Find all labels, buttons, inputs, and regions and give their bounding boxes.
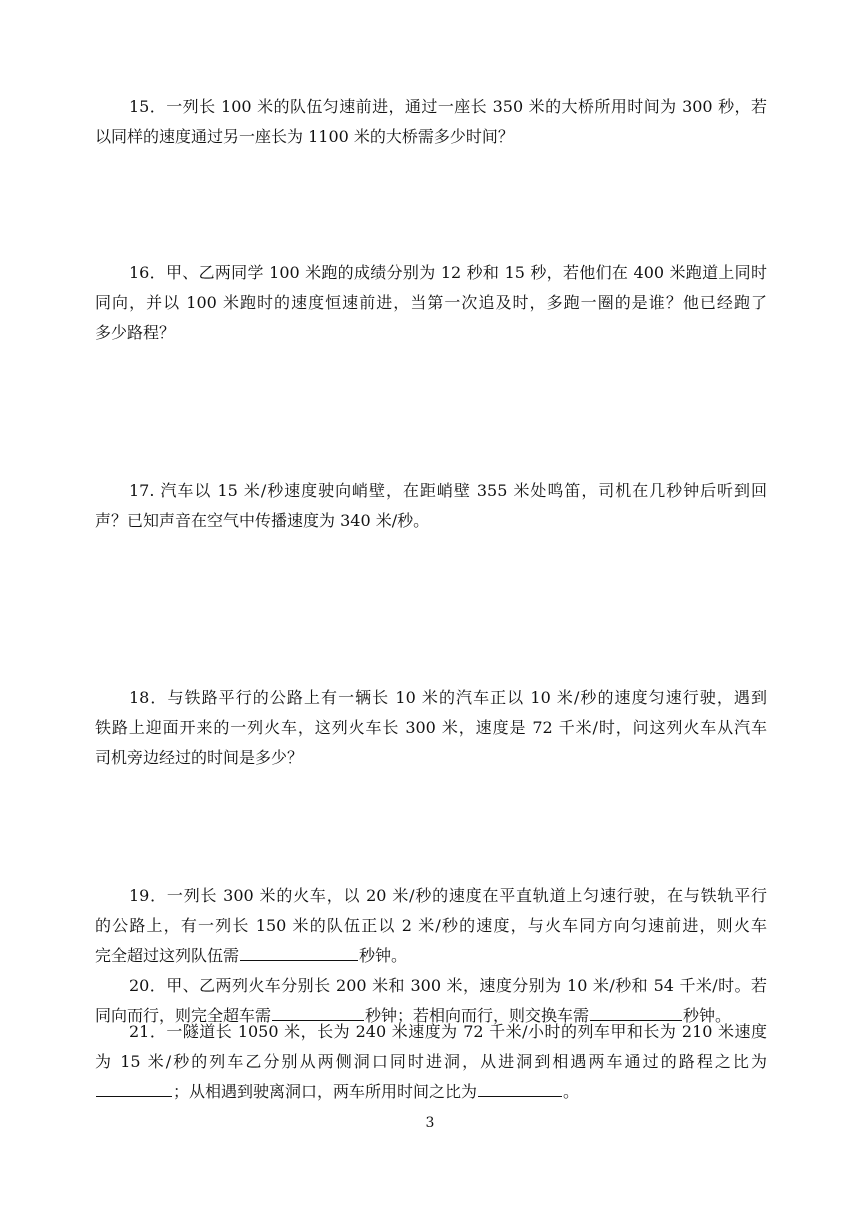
problem-19-text-before: 完全超过这列队伍需 xyxy=(95,946,240,965)
problem-19-line-3 xyxy=(95,941,767,971)
problem-21 xyxy=(95,1017,767,1107)
problem-15-line-2: 以同样的速度通过另一座长为 1100 米的大桥需多少时间？ xyxy=(95,127,514,146)
problem-17-line-2: 声？已知声音在空气中传播速度为 340 米/秒。 xyxy=(95,511,430,530)
problem-17-line-1: 17. 汽车以 15 米/秒速度驶向峭壁，在距峭壁 355 米处鸣笛，司机在几秒钟后听到回 xyxy=(129,481,767,500)
problem-20-line-1: 20．甲、乙两列火车分别长 200 米和 300 米，速度分别为 10 米/秒和 54 千米/时。若 xyxy=(129,976,767,995)
problem-15 xyxy=(95,92,767,152)
problem-18 xyxy=(95,683,767,773)
page-number: 3 xyxy=(425,1115,435,1131)
problem-21-line-3 xyxy=(95,1077,767,1107)
answer-blank-19[interactable] xyxy=(240,942,358,961)
problem-18-line-3: 司机旁边经过的时间是多少？ xyxy=(95,748,304,767)
problem-20-text-b: 秒钟；若相向而行，则交换车需 xyxy=(365,1006,590,1025)
problem-16 xyxy=(95,258,767,348)
answer-blank-21a[interactable] xyxy=(96,1078,172,1097)
problem-19-text-after: 秒钟。 xyxy=(359,946,408,965)
answer-blank-21b[interactable] xyxy=(478,1078,562,1097)
problem-19-line-1: 19．一列长 300 米的火车，以 20 米/秒的速度在平直轨道上匀速行驶，在与铁轨平行 xyxy=(129,886,767,905)
problem-21-line-1: 21．一隧道长 1050 米，长为 240 米速度为 72 千米/小时的列车甲和长为 210 米速度 xyxy=(129,1022,767,1041)
problem-16-line-3: 多少路程？ xyxy=(95,323,176,342)
problem-16-line-1: 16．甲、乙两同学 100 米跑的成绩分别为 12 秒和 15 秒，若他们在 400 米跑道上同时 xyxy=(129,263,767,282)
problem-21-line-2: 为 15 米/秒的列车乙分别从两侧洞口同时进洞，从进洞到相遇两车通过的路程之比为 xyxy=(95,1052,767,1071)
problem-18-line-1: 18．与铁路平行的公路上有一辆长 10 米的汽车正以 10 米/秒的速度匀速行驶，遇到 xyxy=(129,688,767,707)
problem-21-text-b: 。 xyxy=(563,1082,580,1101)
problem-20-text-a: 同向而行，则完全超车需 xyxy=(95,1006,272,1025)
problem-19-line-2: 的公路上，有一列长 150 米的队伍正以 2 米/秒的速度，与火车同方向匀速前进，则火车 xyxy=(95,916,767,935)
problem-17 xyxy=(95,476,767,536)
problem-18-line-2: 铁路上迎面开来的一列火车，这列火车长 300 米，速度是 72 千米/时，问这列火车从汽车 xyxy=(95,718,767,737)
problem-20-text-c: 秒钟。 xyxy=(683,1006,732,1025)
problem-21-text-a: ；从相遇到驶离洞口，两车所用时间之比为 xyxy=(173,1082,478,1101)
problem-16-line-2: 同向，并以 100 米跑时的速度恒速前进，当第一次追及时，多跑一圈的是谁？他已经跑了 xyxy=(95,293,767,312)
problem-15-line-1: 15．一列长 100 米的队伍匀速前进，通过一座长 350 米的大桥所用时间为 300 秒，若 xyxy=(129,97,767,116)
problem-19 xyxy=(95,881,767,971)
